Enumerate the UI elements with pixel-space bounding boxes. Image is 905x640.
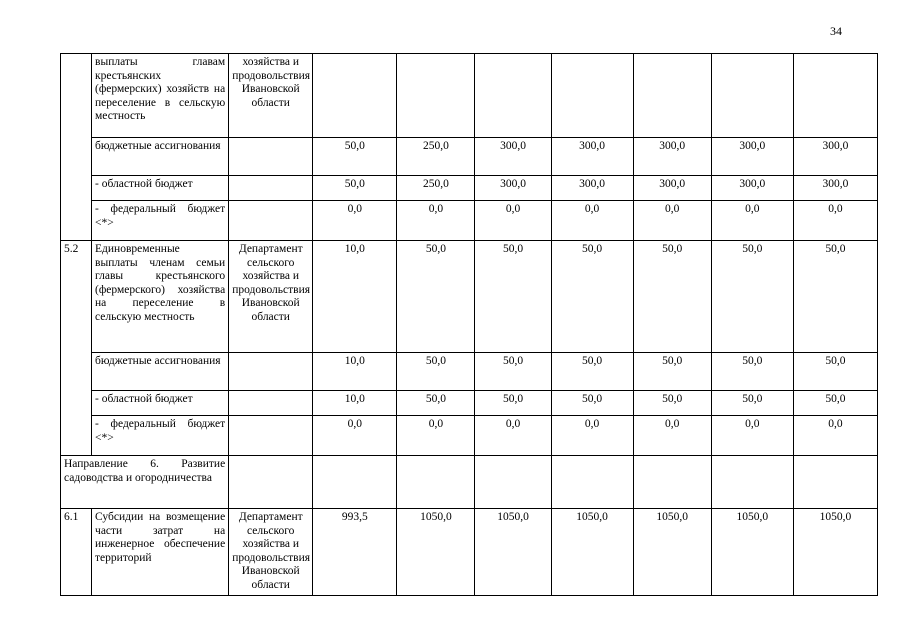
value-cell [551, 54, 633, 138]
value-cell: 300,0 [711, 138, 793, 176]
row-description: - областной бюджет [92, 176, 229, 201]
row-organization [229, 138, 313, 176]
value-cell: 50,0 [551, 353, 633, 391]
value-cell: 50,0 [397, 353, 475, 391]
value-cell: 50,0 [633, 353, 711, 391]
value-cell: 50,0 [475, 241, 551, 353]
empty-cell [475, 456, 551, 509]
value-cell: 1050,0 [397, 509, 475, 596]
table-row [61, 509, 878, 596]
value-cell: 0,0 [475, 201, 551, 241]
empty-cell [313, 456, 397, 509]
value-cell: 300,0 [475, 138, 551, 176]
value-cell: 1050,0 [711, 509, 793, 596]
value-cell: 0,0 [551, 201, 633, 241]
value-cell: 50,0 [551, 241, 633, 353]
table-row [61, 391, 878, 416]
table-row [61, 416, 878, 456]
value-cell: 250,0 [397, 176, 475, 201]
value-cell: 1050,0 [633, 509, 711, 596]
empty-cell [793, 456, 877, 509]
empty-cell [397, 456, 475, 509]
value-cell: 300,0 [633, 138, 711, 176]
row-description: Единовременные выплаты членам семьи главы крестьянского (фермерского) хозяйства на переселение в сельскую местность [92, 241, 229, 353]
direction-title: Направление 6. Развитие садоводства и огородничества [61, 456, 229, 509]
value-cell: 300,0 [711, 176, 793, 201]
direction-row [61, 456, 878, 509]
row-description: - федеральный бюджет <*> [92, 416, 229, 456]
table-row [61, 54, 878, 138]
value-cell: 10,0 [313, 391, 397, 416]
value-cell: 1050,0 [551, 509, 633, 596]
value-cell: 0,0 [633, 416, 711, 456]
value-cell [475, 54, 551, 138]
value-cell: 50,0 [711, 391, 793, 416]
empty-cell [633, 456, 711, 509]
value-cell: 50,0 [475, 353, 551, 391]
row-description: - федеральный бюджет <*> [92, 201, 229, 241]
row-organization: Департамент сельского хозяйства и продовольствия Ивановской области [229, 509, 313, 596]
value-cell: 0,0 [313, 416, 397, 456]
value-cell: 250,0 [397, 138, 475, 176]
value-cell: 993,5 [313, 509, 397, 596]
table-row [61, 201, 878, 241]
row-description: бюджетные ассигнования [92, 138, 229, 176]
value-cell [633, 54, 711, 138]
value-cell: 50,0 [711, 353, 793, 391]
table-row [61, 353, 878, 391]
row-index: 5.2 [61, 241, 92, 456]
value-cell: 0,0 [313, 201, 397, 241]
value-cell: 300,0 [633, 176, 711, 201]
value-cell: 1050,0 [793, 509, 877, 596]
value-cell: 0,0 [711, 416, 793, 456]
value-cell: 0,0 [633, 201, 711, 241]
value-cell [711, 54, 793, 138]
table-row [61, 241, 878, 353]
value-cell: 50,0 [313, 176, 397, 201]
empty-cell [551, 456, 633, 509]
value-cell: 50,0 [793, 241, 877, 353]
value-cell: 50,0 [633, 241, 711, 353]
row-description: бюджетные ассигнования [92, 353, 229, 391]
value-cell [397, 54, 475, 138]
value-cell: 50,0 [397, 391, 475, 416]
value-cell: 50,0 [793, 391, 877, 416]
value-cell: 50,0 [475, 391, 551, 416]
value-cell [313, 54, 397, 138]
value-cell: 1050,0 [475, 509, 551, 596]
table-row [61, 176, 878, 201]
row-organization [229, 416, 313, 456]
value-cell: 10,0 [313, 241, 397, 353]
table-row [61, 138, 878, 176]
empty-cell [711, 456, 793, 509]
value-cell: 300,0 [551, 138, 633, 176]
row-organization [229, 201, 313, 241]
row-organization [229, 176, 313, 201]
row-organization: Департамент сельского хозяйства и продовольствия Ивановской области [229, 241, 313, 353]
value-cell: 50,0 [551, 391, 633, 416]
value-cell: 0,0 [397, 416, 475, 456]
row-organization [229, 353, 313, 391]
row-organization: хозяйства и продовольствия Ивановской области [229, 54, 313, 138]
value-cell: 0,0 [551, 416, 633, 456]
row-description: - областной бюджет [92, 391, 229, 416]
row-organization [229, 391, 313, 416]
value-cell: 50,0 [313, 138, 397, 176]
value-cell: 300,0 [793, 138, 877, 176]
value-cell: 50,0 [633, 391, 711, 416]
value-cell: 50,0 [793, 353, 877, 391]
value-cell: 300,0 [793, 176, 877, 201]
value-cell: 0,0 [475, 416, 551, 456]
value-cell: 0,0 [793, 201, 877, 241]
value-cell: 50,0 [397, 241, 475, 353]
page-number: 34 [830, 24, 842, 38]
value-cell: 10,0 [313, 353, 397, 391]
budget-table [60, 53, 878, 596]
value-cell: 0,0 [397, 201, 475, 241]
table-body [61, 54, 878, 596]
row-index: 6.1 [61, 509, 92, 596]
value-cell: 0,0 [711, 201, 793, 241]
row-description: выплаты главам крестьянских (фермерских) хозяйств на переселение в сельскую местность [92, 54, 229, 138]
row-description: Субсидии на возмещение части затрат на инженерное обеспечение территорий [92, 509, 229, 596]
value-cell: 50,0 [711, 241, 793, 353]
value-cell [793, 54, 877, 138]
value-cell: 300,0 [475, 176, 551, 201]
empty-cell [229, 456, 313, 509]
value-cell: 0,0 [793, 416, 877, 456]
value-cell: 300,0 [551, 176, 633, 201]
row-index [61, 54, 92, 241]
